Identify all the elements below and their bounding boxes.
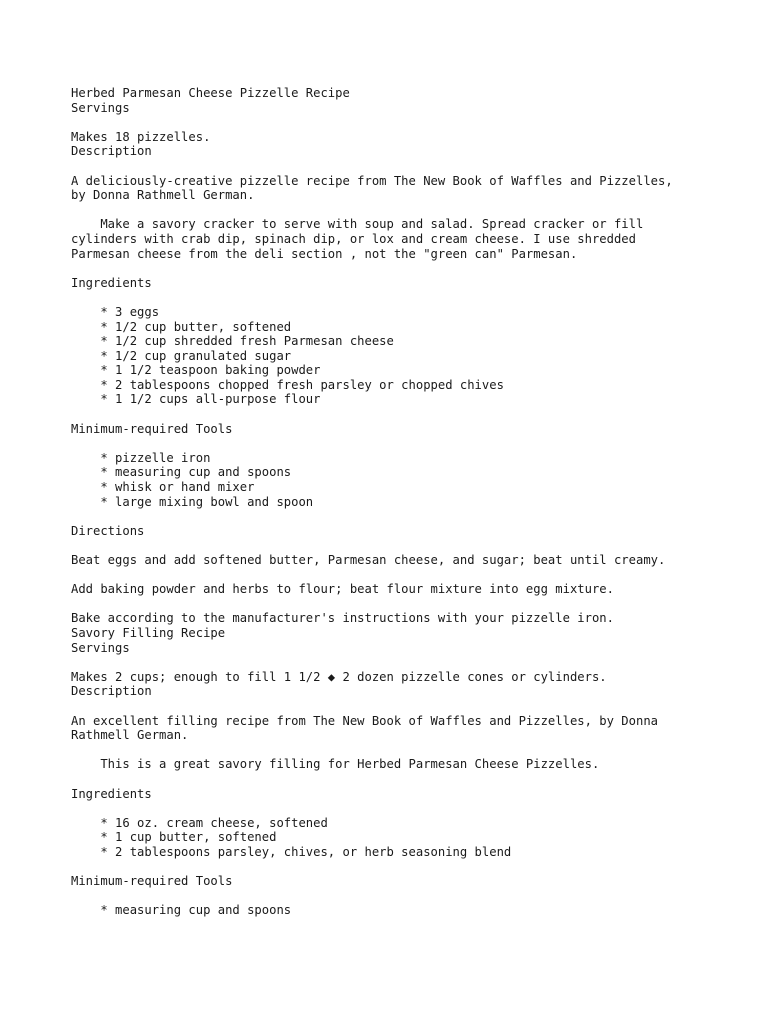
servings-text: Makes 2 cups; enough to fill 1 1/2 ◆ 2 dozen pizzelle cones or cylinders. <box>71 669 607 684</box>
ingredients-heading: Ingredients <box>71 786 152 801</box>
description-text: by Donna Rathmell German. <box>71 188 255 203</box>
blank-line <box>71 436 751 451</box>
ingredient-item: * 2 tablespoons chopped fresh parsley or chopped chives <box>71 377 504 392</box>
servings-heading: Servings <box>71 640 130 655</box>
blank-line <box>71 889 751 904</box>
ingredient-item: * 2 tablespoons parsley, chives, or herb seasoning blend <box>71 844 512 859</box>
ingredient-item: * 16 oz. cream cheese, softened <box>71 815 328 830</box>
ingredient-item: * 1 cup butter, softened <box>71 830 277 845</box>
ingredient-item: * 1 1/2 cups all-purpose flour <box>71 392 321 407</box>
note-text: This is a great savory filling for Herbed Parmesan Cheese Pizzelles. <box>71 757 600 772</box>
blank-line <box>71 772 751 787</box>
tool-item: * large mixing bowl and spoon <box>71 494 314 509</box>
ingredient-item: * 1/2 cup shredded fresh Parmesan cheese <box>71 334 394 349</box>
blank-line <box>71 115 751 130</box>
directions-heading: Directions <box>71 523 145 538</box>
tools-heading: Minimum-required Tools <box>71 421 233 436</box>
description-heading: Description <box>71 684 152 699</box>
tool-item: * measuring cup and spoons <box>71 903 292 918</box>
blank-line <box>71 203 751 218</box>
tool-item: * pizzelle iron <box>71 450 211 465</box>
description-text: An excellent filling recipe from The New Book of Waffles and Pizzelles, by Donna <box>71 713 658 728</box>
ingredient-item: * 1 1/2 teaspoon baking powder <box>71 363 321 378</box>
direction-step: Beat eggs and add softened butter, Parmesan cheese, and sugar; beat until creamy. <box>71 553 666 567</box>
recipe-title: Savory Filling Recipe <box>71 625 226 640</box>
note-text: Parmesan cheese from the deli section , not the "green can" Parmesan. <box>71 246 578 261</box>
servings-heading: Servings <box>71 100 130 115</box>
tool-item: * whisk or hand mixer <box>71 480 255 495</box>
recipe-title: Herbed Parmesan Cheese Pizzelle Recipe <box>71 86 350 100</box>
blank-line <box>71 568 751 583</box>
blank-line <box>71 407 751 422</box>
direction-step: Add baking powder and herbs to flour; beat flour mixture into egg mixture. <box>71 582 614 597</box>
blank-line <box>71 509 751 524</box>
ingredient-item: * 3 eggs <box>71 304 160 319</box>
blank-line <box>71 538 751 553</box>
tool-item: * measuring cup and spoons <box>71 465 292 480</box>
note-text: Make a savory cracker to serve with soup and salad. Spread cracker or fill <box>71 217 644 232</box>
note-text: cylinders with crab dip, spinach dip, or lox and cream cheese. I use shredded <box>71 231 636 246</box>
document-page <box>71 86 751 918</box>
blank-line <box>71 743 751 758</box>
ingredients-heading: Ingredients <box>71 275 152 290</box>
ingredient-item: * 1/2 cup granulated sugar <box>71 348 292 363</box>
blank-line <box>71 290 751 305</box>
description-heading: Description <box>71 144 152 159</box>
blank-line <box>71 159 751 174</box>
blank-line <box>71 655 751 670</box>
servings-text: Makes 18 pizzelles. <box>71 129 211 144</box>
ingredient-item: * 1/2 cup butter, softened <box>71 319 292 334</box>
description-text: Rathmell German. <box>71 728 189 743</box>
blank-line <box>71 597 751 612</box>
blank-line <box>71 801 751 816</box>
blank-line <box>71 699 751 714</box>
blank-line <box>71 859 751 874</box>
blank-line <box>71 261 751 276</box>
direction-step: Bake according to the manufacturer's instructions with your pizzelle iron. <box>71 611 614 626</box>
description-text: A deliciously-creative pizzelle recipe from The New Book of Waffles and Pizzelles, <box>71 173 673 188</box>
tools-heading: Minimum-required Tools <box>71 874 233 889</box>
